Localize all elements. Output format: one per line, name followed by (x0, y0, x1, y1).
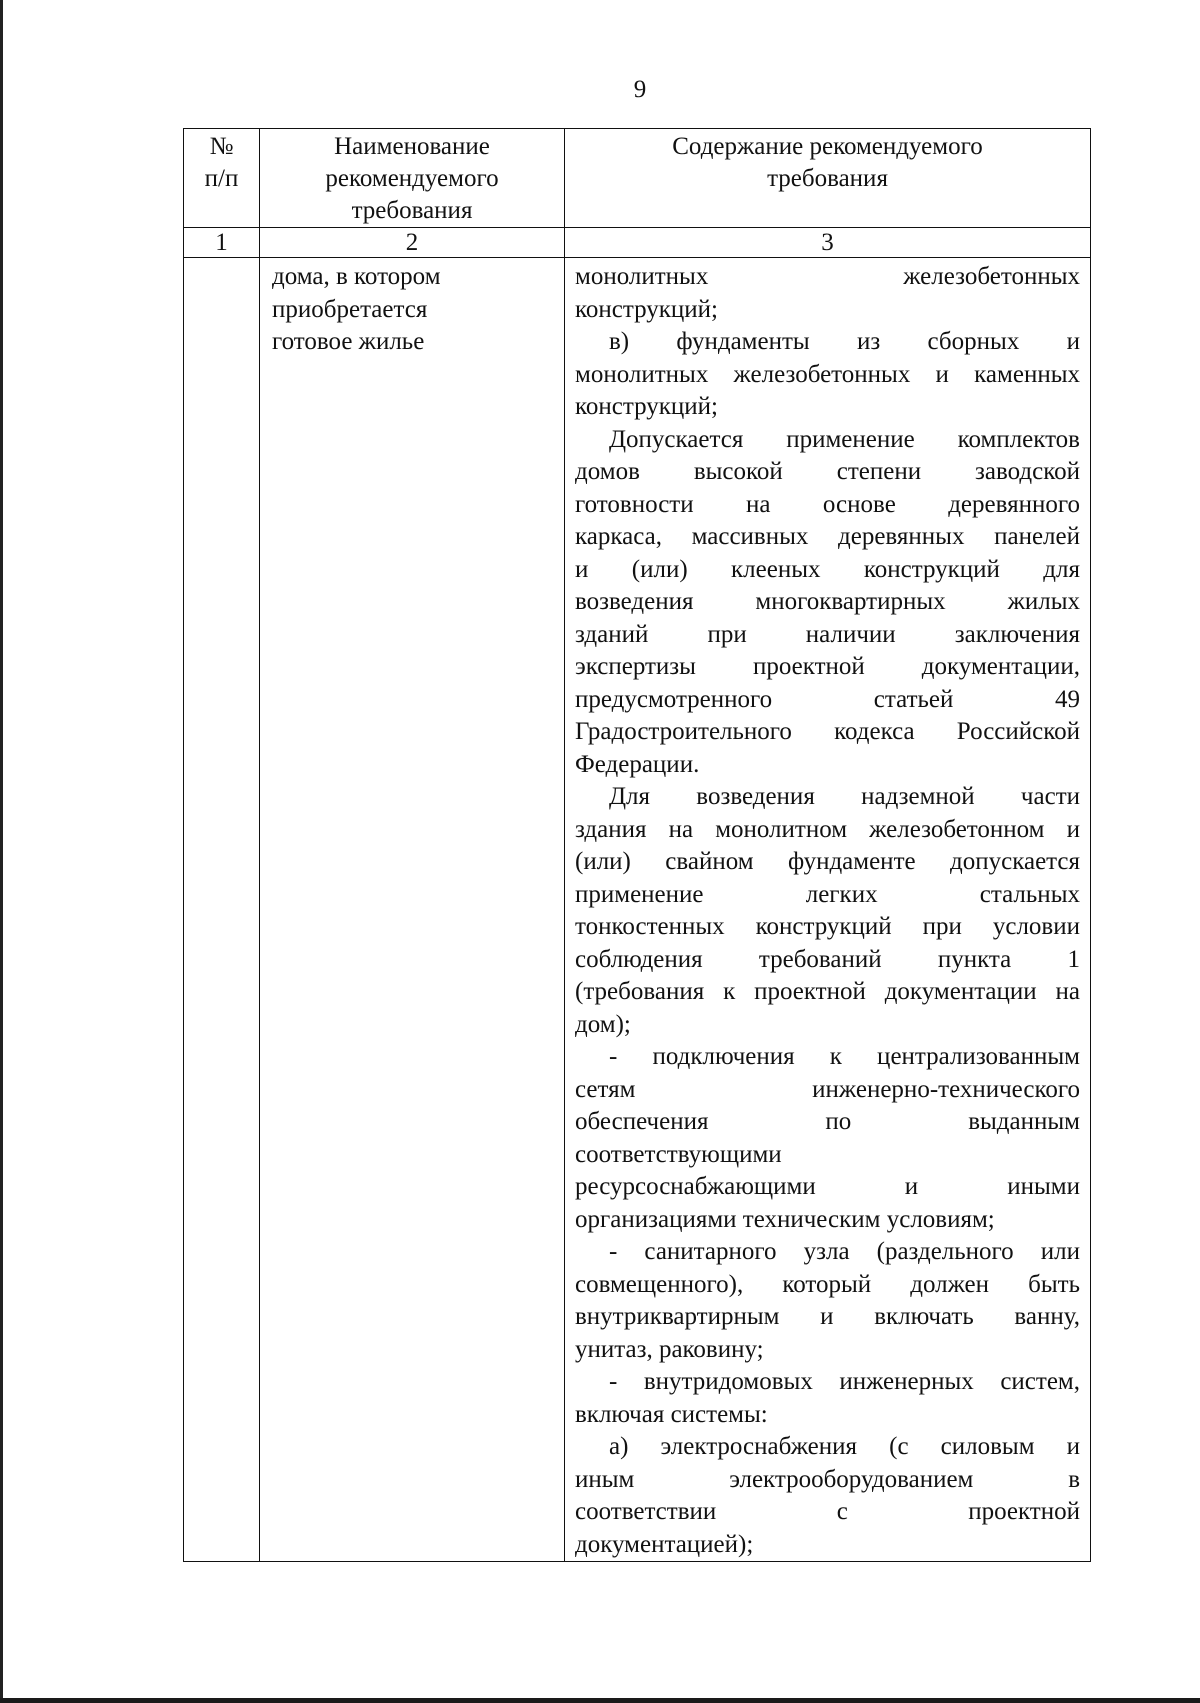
content-line: совмещенного), который должен быть (575, 1270, 1080, 1298)
header-name-line-3: требования (351, 197, 473, 224)
content-line: включая системы: (575, 1400, 768, 1428)
requirements-table (183, 128, 1091, 1562)
index-cell-2: 2 (260, 228, 565, 258)
content-line: ресурсоснабжающими и иными (575, 1173, 1080, 1200)
content-line: домов высокой степени заводской (575, 458, 1080, 485)
content-line: внутриквартирным и включать ванну, (575, 1303, 1080, 1330)
name-line: готовое жилье (272, 328, 425, 355)
content-line: соответствующими (575, 1140, 782, 1168)
header-number-line-1: № (209, 133, 234, 160)
content-line: (требования к проектной документации на (575, 978, 1080, 1005)
content-line: зданий при наличии заключения (575, 620, 1080, 648)
header-content-line-2: требования (767, 165, 888, 192)
content-text (575, 261, 1080, 1561)
header-name-line-2: рекомендуемого (325, 165, 499, 192)
content-line: - внутридомовых инженерных систем, (609, 1368, 1080, 1395)
content-line: предусмотренного статьей 49 (575, 685, 1080, 713)
index-cell-3: 3 (565, 228, 1091, 258)
table-body-row (184, 258, 1091, 1562)
index-cell-1: 1 (184, 228, 260, 258)
header-content-line-1: Содержание рекомендуемого (672, 133, 983, 160)
body-content-cell (565, 258, 1091, 1562)
content-line: Градостроительного кодекса Российской (575, 718, 1080, 745)
content-line: Для возведения надземной части (609, 783, 1080, 810)
content-line: возведения многоквартирных жилых (575, 588, 1080, 615)
header-number-line-2: п/п (204, 165, 239, 192)
header-number-cell (184, 129, 260, 228)
content-line: готовности на основе деревянного (575, 490, 1080, 518)
name-line: дома, в котором (272, 263, 441, 290)
scan-bottom-edge (0, 1698, 1200, 1703)
content-line: унитаз, раковину; (575, 1335, 764, 1363)
header-name-cell (260, 129, 565, 228)
content-line: а) электроснабжения (с силовым и (609, 1433, 1080, 1460)
page-number: 9 (633, 76, 647, 103)
content-line: каркаса, массивных деревянных панелей (575, 523, 1080, 550)
scan-left-edge (0, 0, 3, 1703)
header-name-line-1: Наименование (334, 133, 490, 160)
content-line: в) фундаменты из сборных и (609, 328, 1080, 355)
content-line: - подключения к централизованным (609, 1043, 1080, 1070)
content-line: конструкций; (575, 393, 718, 420)
content-line: монолитных железобетонных и каменных (575, 360, 1080, 388)
content-line: конструкций; (575, 295, 718, 323)
content-line: документацией); (575, 1530, 754, 1558)
content-line: экспертизы проектной документации, (575, 653, 1080, 680)
content-line: монолитных железобетонных (575, 263, 1080, 290)
table-index-row (184, 228, 1091, 258)
name-line: приобретается (272, 295, 428, 323)
header-content-cell (565, 129, 1091, 228)
content-line: обеспечения по выданным (575, 1108, 1080, 1135)
content-line: соблюдения требований пункта 1 (575, 945, 1080, 973)
content-line: соответствии с проектной (575, 1498, 1080, 1525)
body-number-cell (184, 258, 260, 1562)
content-line: дом); (575, 1010, 631, 1038)
content-line: (или) свайном фундаменте допускается (575, 848, 1080, 875)
content-line: Федерации. (575, 750, 700, 778)
content-line: Допускается применение комплектов (609, 425, 1080, 453)
content-line: и (или) клееных конструкций для (575, 555, 1080, 583)
content-line: применение легких стальных (575, 880, 1080, 908)
content-line: сетям инженерно-технического (575, 1075, 1080, 1103)
content-line: - санитарного узла (раздельного или (609, 1238, 1080, 1265)
content-line: иным электрооборудованием в (575, 1465, 1080, 1493)
content-line: здания на монолитном железобетонном и (575, 815, 1080, 843)
table-header-row (184, 129, 1091, 228)
content-line: организациями техническим условиям; (575, 1205, 995, 1233)
body-name-cell (260, 258, 565, 1562)
content-line: тонкостенных конструкций при условии (575, 913, 1080, 940)
